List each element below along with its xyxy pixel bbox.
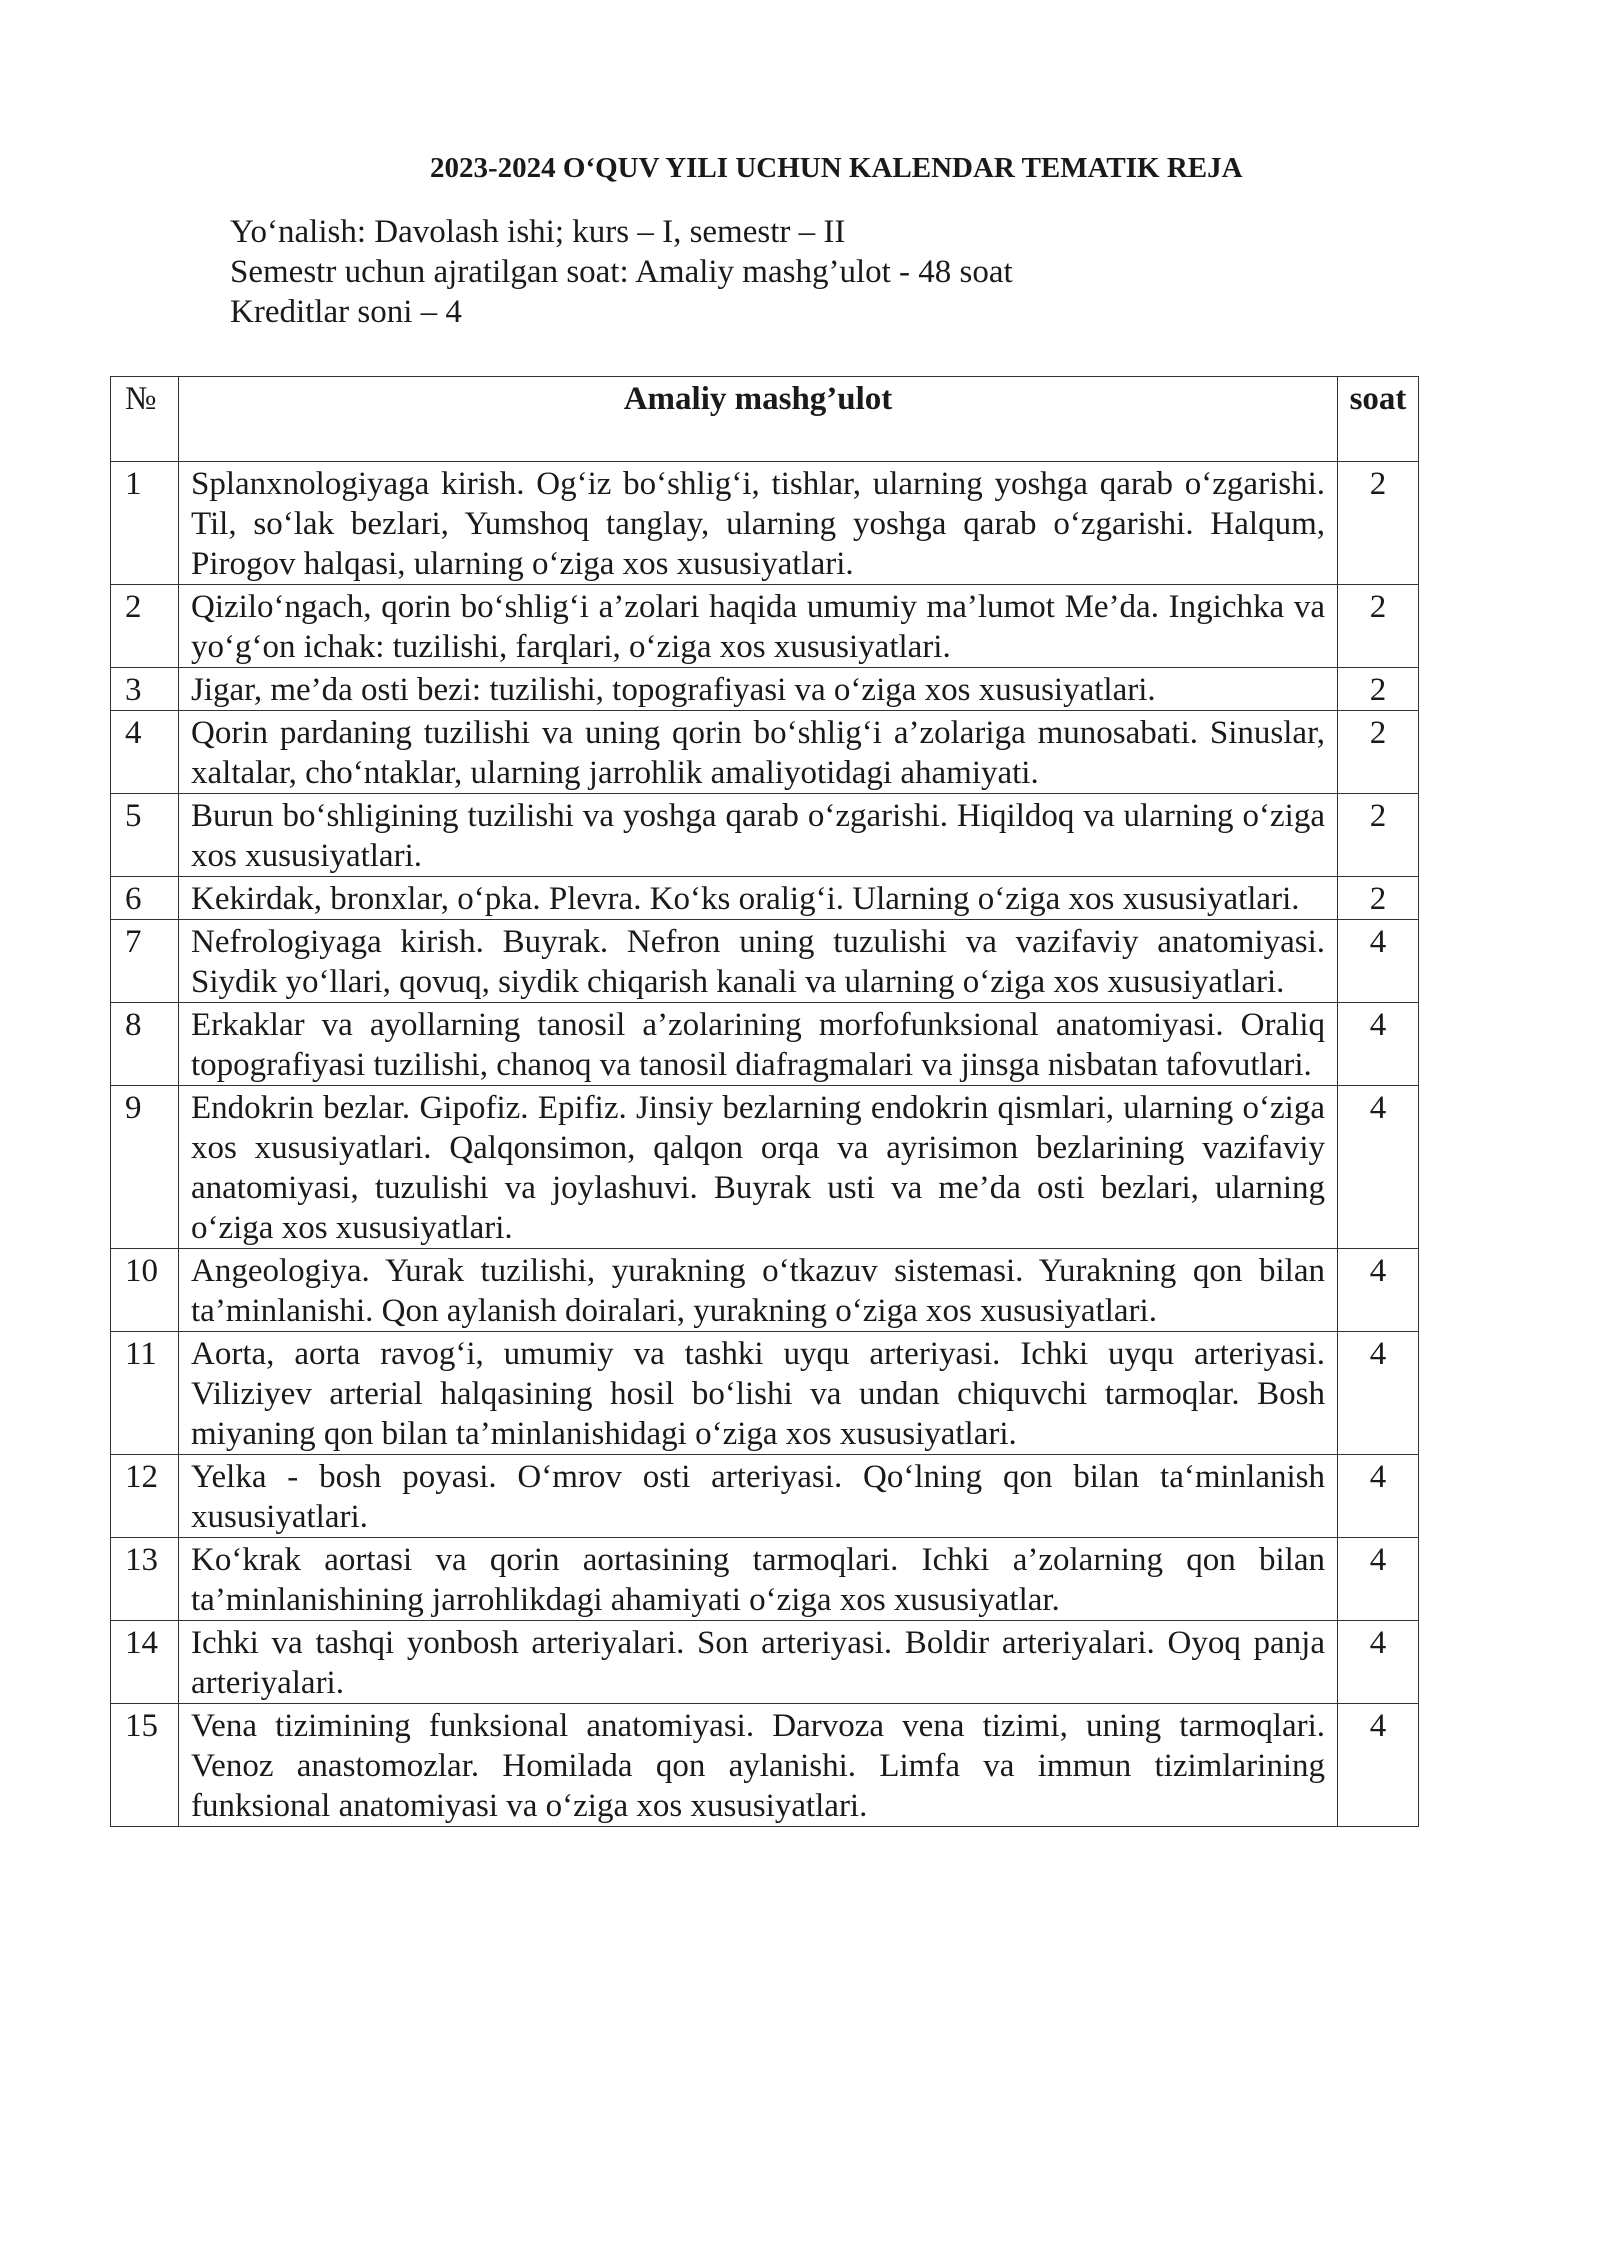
row-topic: Endokrin bezlar. Gipofiz. Epifiz. Jinsiy bezlarning endokrin qismlari, ularning o‘ziga xos xususiyatlari. Qalqonsimon, qalqon orqa va ayrisimon bezlarining vazifaviy anatomiyasi, tuzulishi va joylashuvi. Buyrak usti va me’da osti bezlari, ularning o‘ziga xos xususiyatlari. (179, 1086, 1338, 1249)
table-row (111, 1249, 1419, 1332)
table-row (111, 877, 1419, 920)
table-row (111, 1538, 1419, 1621)
row-topic: Aorta, aorta ravog‘i, umumiy va tashki uyqu arteriyasi. Ichki uyqu arteriyasi. Viliziyev arterial halqasining hosil bo‘lishi va undan chiquvchi tarmoqlar. Bosh miyaning qon bilan ta’minlanishidagi o‘ziga xos xususiyatlari. (179, 1332, 1338, 1455)
table-row (111, 462, 1419, 585)
row-number: 10 (111, 1249, 179, 1332)
table-row (111, 668, 1419, 711)
row-topic: Ko‘krak aortasi va qorin aortasining tarmoqlari. Ichki a’zolarning qon bilan ta’minlanishining jarrohlikdagi ahamiyati o‘ziga xos xususiyatlar. (179, 1538, 1338, 1621)
row-hours: 4 (1338, 1538, 1419, 1621)
table-row (111, 711, 1419, 794)
header-hours: soat (1338, 377, 1419, 462)
row-number: 2 (111, 585, 179, 668)
row-number: 3 (111, 668, 179, 711)
row-topic: Qorin pardaning tuzilishi va uning qorin bo‘shlig‘i a’zolariga munosabati. Sinuslar, xaltalar, cho‘ntaklar, ularning jarrohlik amaliyotidagi ahamiyati. (179, 711, 1338, 794)
row-topic: Erkaklar va ayollarning tanosil a’zolarining morfofunksional anatomiyasi. Oraliq topografiyasi tuzilishi, chanoq va tanosil diafragmalari va jinsga nisbatan tafovutlari. (179, 1003, 1338, 1086)
meta-line-credits: Kreditlar soni – 4 (230, 294, 462, 330)
table-row (111, 585, 1419, 668)
table-row (111, 1455, 1419, 1538)
row-hours: 2 (1338, 668, 1419, 711)
row-hours: 2 (1338, 794, 1419, 877)
row-hours: 2 (1338, 462, 1419, 585)
row-number: 11 (111, 1332, 179, 1455)
calendar-plan-table (110, 376, 1419, 1827)
row-topic: Yelka - bosh poyasi. O‘mrov osti arteriyasi. Qo‘lning qon bilan ta‘minlanish xususiyatlari. (179, 1455, 1338, 1538)
header-topic: Amaliy mashg’ulot (179, 377, 1338, 462)
row-number: 15 (111, 1704, 179, 1827)
document-meta (230, 212, 1013, 332)
row-hours: 4 (1338, 1621, 1419, 1704)
row-number: 13 (111, 1538, 179, 1621)
row-topic: Angeologiya. Yurak tuzilishi, yurakning o‘tkazuv sistemasi. Yurakning qon bilan ta’minlanishi. Qon aylanish doiralari, yurakning o‘ziga xos xususiyatlari. (179, 1249, 1338, 1332)
row-hours: 2 (1338, 585, 1419, 668)
row-hours: 2 (1338, 711, 1419, 794)
row-number: 9 (111, 1086, 179, 1249)
row-number: 6 (111, 877, 179, 920)
table-row (111, 1086, 1419, 1249)
row-number: 12 (111, 1455, 179, 1538)
meta-line-direction: Yo‘nalish: Davolash ishi; kurs – I, semestr – II (230, 214, 846, 250)
row-hours: 2 (1338, 877, 1419, 920)
row-topic: Vena tizimining funksional anatomiyasi. Darvoza vena tizimi, uning tarmoqlari. Venoz anastomozlar. Homilada qon aylanishi. Limfa va immun tizimlarining funksional anatomiyasi va o‘ziga xos xususiyatlari. (179, 1704, 1338, 1827)
header-number: № (111, 377, 179, 462)
row-topic: Splanxnologiyaga kirish. Og‘iz bo‘shlig‘i, tishlar, ularning yoshga qarab o‘zgarishi. Til, so‘lak bezlari, Yumshoq tanglay, ularning yoshga qarab o‘zgarishi. Halqum, Pirogov halqasi, ularning o‘ziga xos xususiyatlari. (179, 462, 1338, 585)
row-hours: 4 (1338, 1332, 1419, 1455)
row-hours: 4 (1338, 1086, 1419, 1249)
row-topic: Burun bo‘shligining tuzilishi va yoshga qarab o‘zgarishi. Hiqildoq va ularning o‘ziga xos xususiyatlari. (179, 794, 1338, 877)
table-row (111, 1704, 1419, 1827)
row-topic: Kekirdak, bronxlar, o‘pka. Plevra. Ko‘ks oralig‘i. Ularning o‘ziga xos xususiyatlari. (179, 877, 1338, 920)
table-row (111, 920, 1419, 1003)
row-topic: Qizilo‘ngach, qorin bo‘shlig‘i a’zolari haqida umumiy ma’lumot Me’da. Ingichka va yo‘g‘on ichak: tuzilishi, farqlari, o‘ziga xos xususiyatlari. (179, 585, 1338, 668)
row-topic: Nefrologiyaga kirish. Buyrak. Nefron uning tuzulishi va vazifaviy anatomiyasi. Siydik yo‘llari, qovuq, siydik chiqarish kanali va ularning o‘ziga xos xususiyatlari. (179, 920, 1338, 1003)
meta-line-hours: Semestr uchun ajratilgan soat: Amaliy mashg’ulot - 48 soat (230, 254, 1013, 290)
row-hours: 4 (1338, 1003, 1419, 1086)
table-row (111, 794, 1419, 877)
row-hours: 4 (1338, 920, 1419, 1003)
row-topic: Jigar, me’da osti bezi: tuzilishi, topografiyasi va o‘ziga xos xususiyatlari. (179, 668, 1338, 711)
row-number: 5 (111, 794, 179, 877)
table-row (111, 1332, 1419, 1455)
row-hours: 4 (1338, 1249, 1419, 1332)
table-row (111, 1621, 1419, 1704)
row-hours: 4 (1338, 1455, 1419, 1538)
table-row (111, 1003, 1419, 1086)
row-number: 1 (111, 462, 179, 585)
row-number: 14 (111, 1621, 179, 1704)
row-number: 4 (111, 711, 179, 794)
row-number: 7 (111, 920, 179, 1003)
row-hours: 4 (1338, 1704, 1419, 1827)
row-number: 8 (111, 1003, 179, 1086)
table-header-row (111, 377, 1419, 462)
table-body (111, 462, 1419, 1827)
row-topic: Ichki va tashqi yonbosh arteriyalari. Son arteriyasi. Boldir arteriyalari. Oyoq panja arteriyalari. (179, 1621, 1338, 1704)
document-title: 2023-2024 O‘QUV YILI UCHUN KALENDAR TEMATIK REJA (430, 152, 1243, 184)
